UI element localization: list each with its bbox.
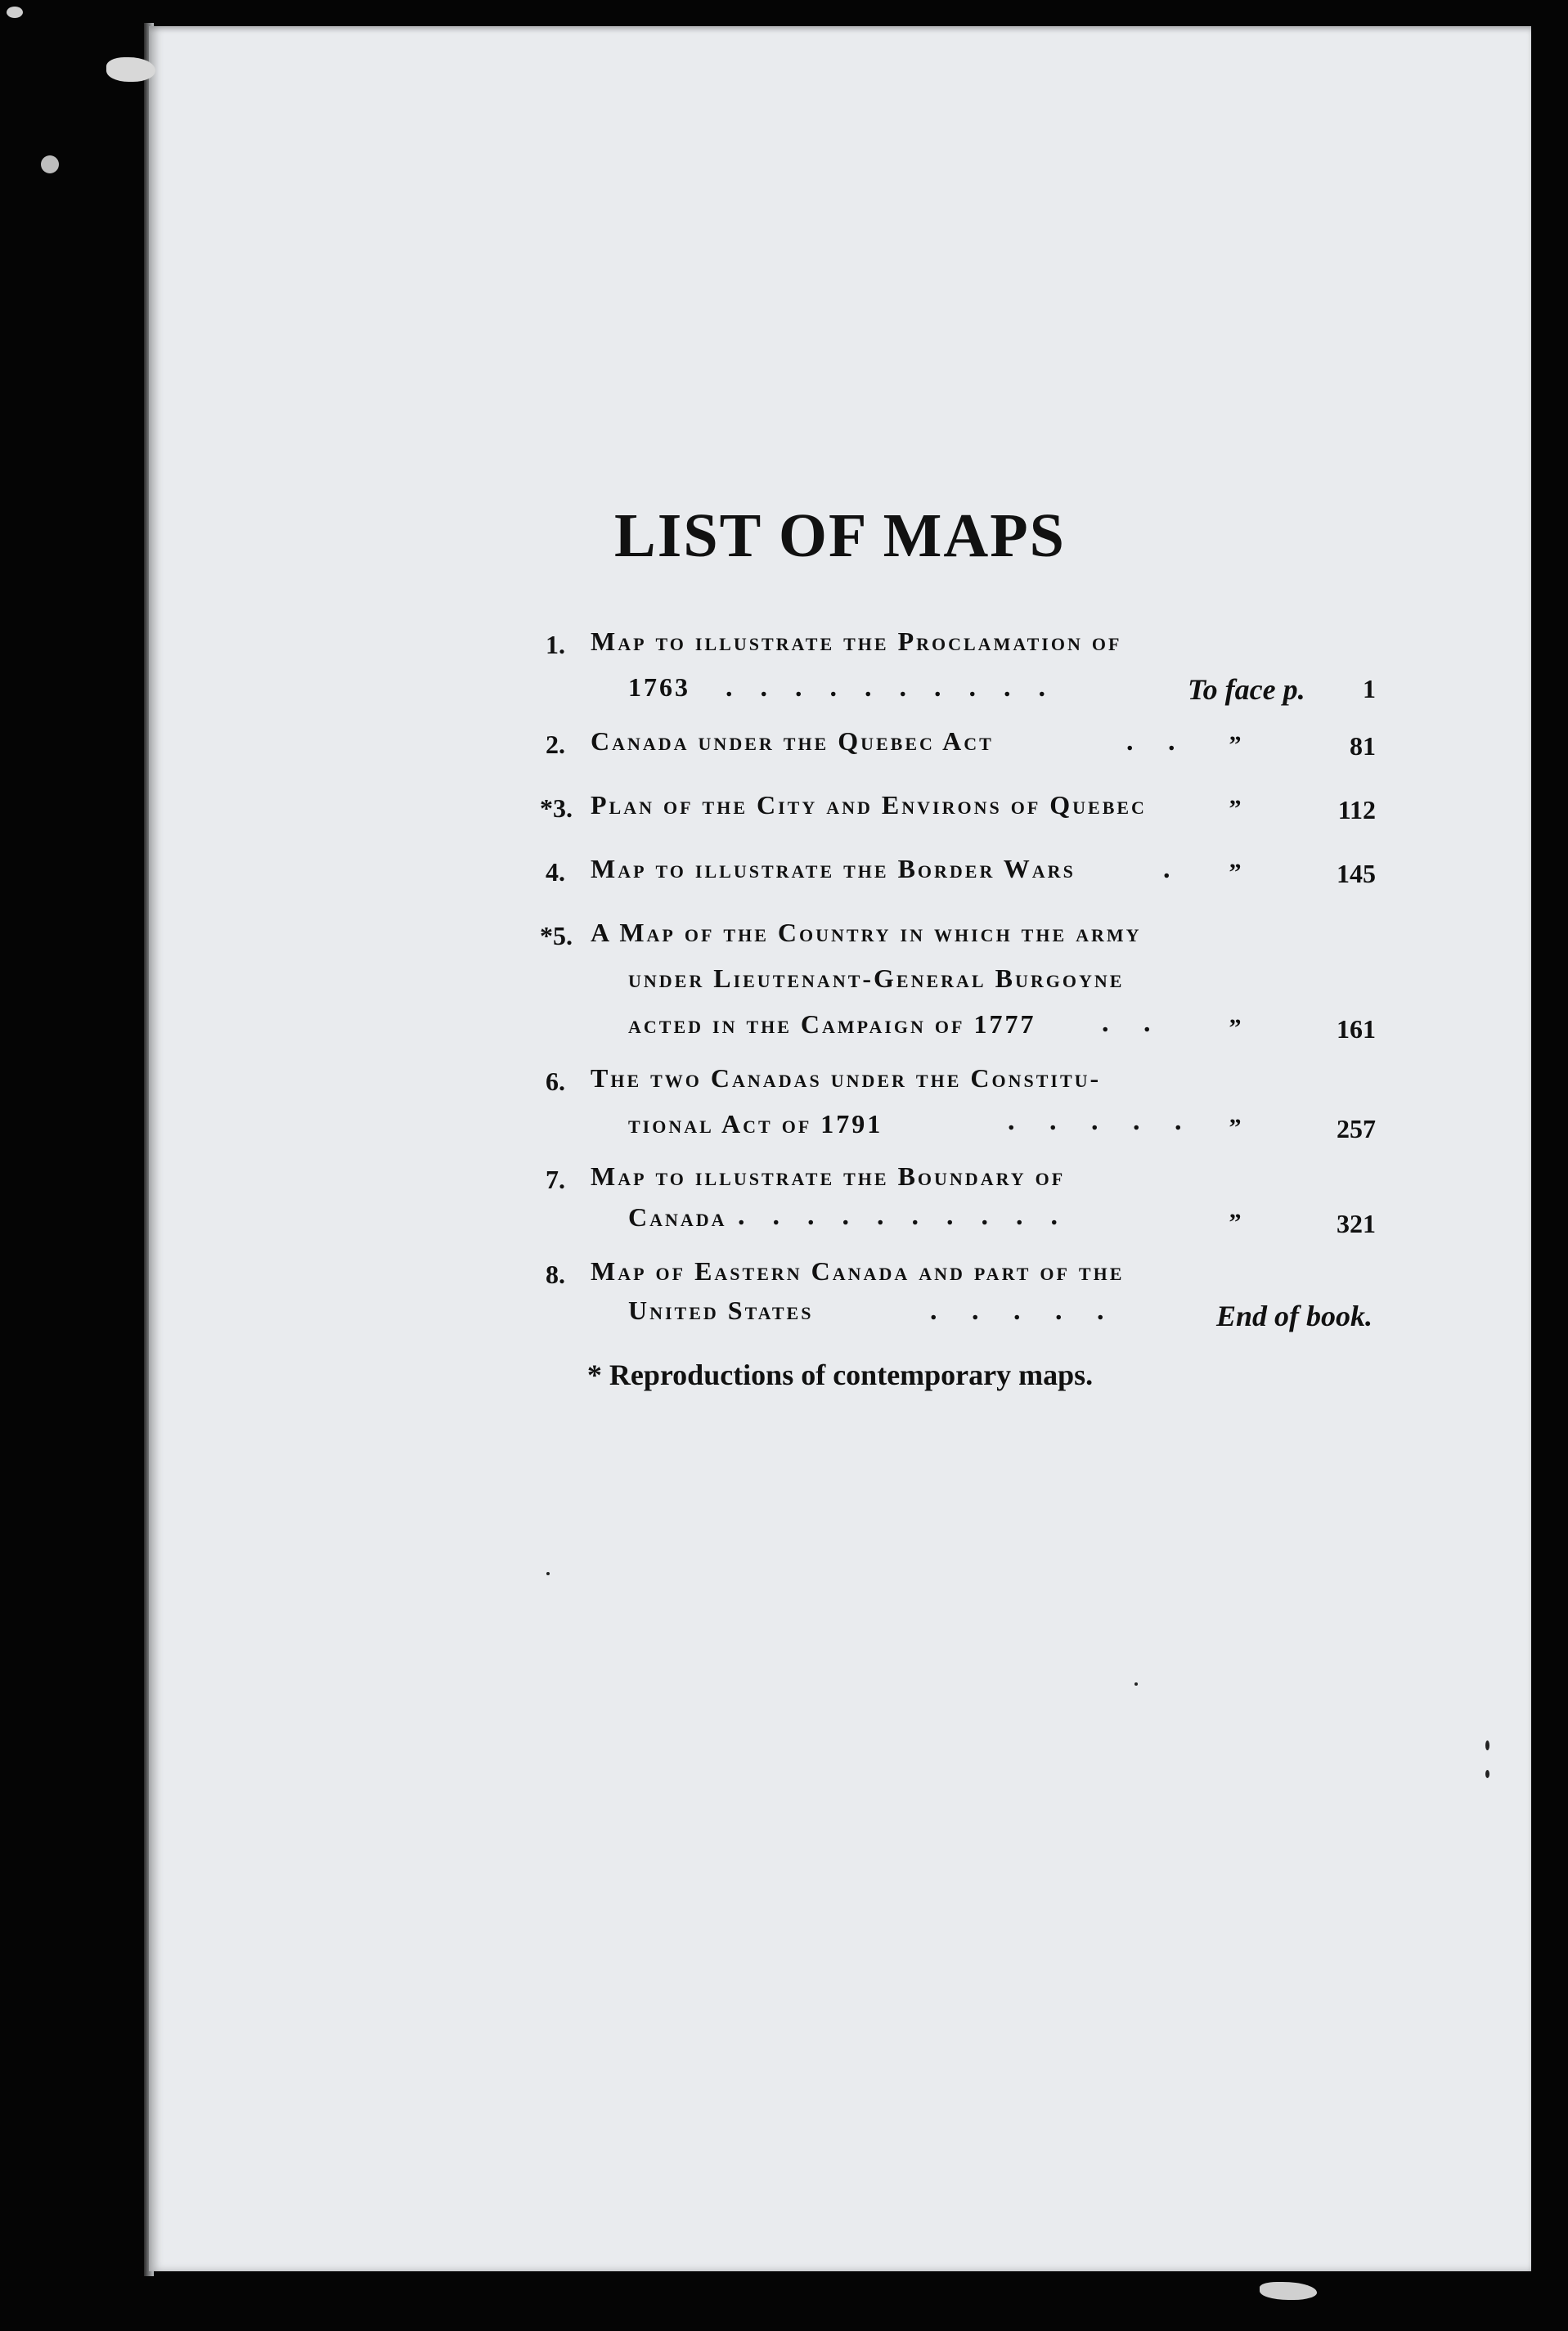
ditto-mark: ”: [1229, 1014, 1242, 1041]
page-number: 145: [1337, 859, 1376, 888]
entry-title-line: Map to illustrate the Border Wars: [591, 854, 1076, 883]
leader-dots: . . . . .: [930, 1296, 1104, 1326]
paper-speck: [1485, 1740, 1489, 1750]
leader-dots: .: [1163, 854, 1170, 884]
entry-title-line: Map of Eastern Canada and part of the: [591, 1256, 1125, 1286]
page-number: 112: [1337, 795, 1376, 824]
entry-title-line: 1763: [628, 672, 690, 702]
page-number: 321: [1337, 1209, 1376, 1238]
entry-title-line: tional Act of 1791: [628, 1109, 883, 1139]
entry-title-line: Canada: [628, 1202, 727, 1232]
paper-speck: [1485, 1770, 1489, 1778]
leader-dots: . . . . . . . . . .: [726, 672, 1045, 703]
entry-number: 7.: [546, 1165, 565, 1194]
leader-dots: . .: [1102, 1008, 1151, 1038]
entry-number: 1.: [546, 630, 565, 659]
book-page: [149, 26, 1531, 2271]
page-prefix: To face p.: [1188, 673, 1305, 706]
entry-title-line: under Lieutenant-General Burgoyne: [628, 963, 1125, 993]
entry-title-line: Map to illustrate the Proclamation of: [591, 627, 1122, 656]
paper-speck: [1134, 1682, 1138, 1686]
page-number: End of book.: [1215, 1300, 1373, 1332]
ditto-mark: ”: [1229, 795, 1242, 822]
paper-speck: [546, 1572, 550, 1575]
ditto-mark: ”: [1229, 1209, 1242, 1236]
footnote: * Reproductions of contemporary maps.: [586, 1359, 1094, 1391]
entry-title-line: acted in the Campaign of 1777: [628, 1009, 1036, 1039]
entry-title-line: Canada under the Quebec Act: [591, 726, 994, 756]
entry-number: *5.: [540, 921, 573, 950]
scan-artifact: [106, 57, 155, 82]
entry-number: 2.: [546, 730, 565, 759]
entry-title-line: United States: [628, 1296, 814, 1325]
leader-dots: . .: [1126, 726, 1175, 757]
page-number: 257: [1337, 1114, 1376, 1143]
page-number: 81: [1350, 731, 1376, 761]
leader-dots: . . . . .: [1008, 1106, 1182, 1136]
entry-title-line: Plan of the City and Environs of Quebec: [591, 790, 1147, 820]
map-list: [149, 26, 1531, 2271]
page-number: 161: [1337, 1014, 1376, 1044]
entry-number: 8.: [546, 1260, 565, 1289]
scan-artifact: [41, 155, 59, 173]
ditto-mark: ”: [1229, 731, 1242, 758]
ditto-mark: ”: [1229, 859, 1242, 886]
entry-title-line: Map to illustrate the Boundary of: [591, 1161, 1066, 1191]
scan-artifact: [7, 7, 23, 18]
entry-title-line: A Map of the Country in which the army: [591, 918, 1142, 947]
page-title: LIST OF MAPS: [614, 501, 1066, 570]
page-number: 1: [1363, 674, 1376, 703]
entry-number: *3.: [540, 793, 573, 823]
ditto-mark: ”: [1229, 1114, 1242, 1141]
leader-dots: . . . . . . . . . .: [738, 1201, 1058, 1231]
entry-number: 4.: [546, 857, 565, 887]
entry-number: 6.: [546, 1067, 565, 1096]
entry-title-line: The two Canadas under the Constitu-: [591, 1063, 1102, 1093]
